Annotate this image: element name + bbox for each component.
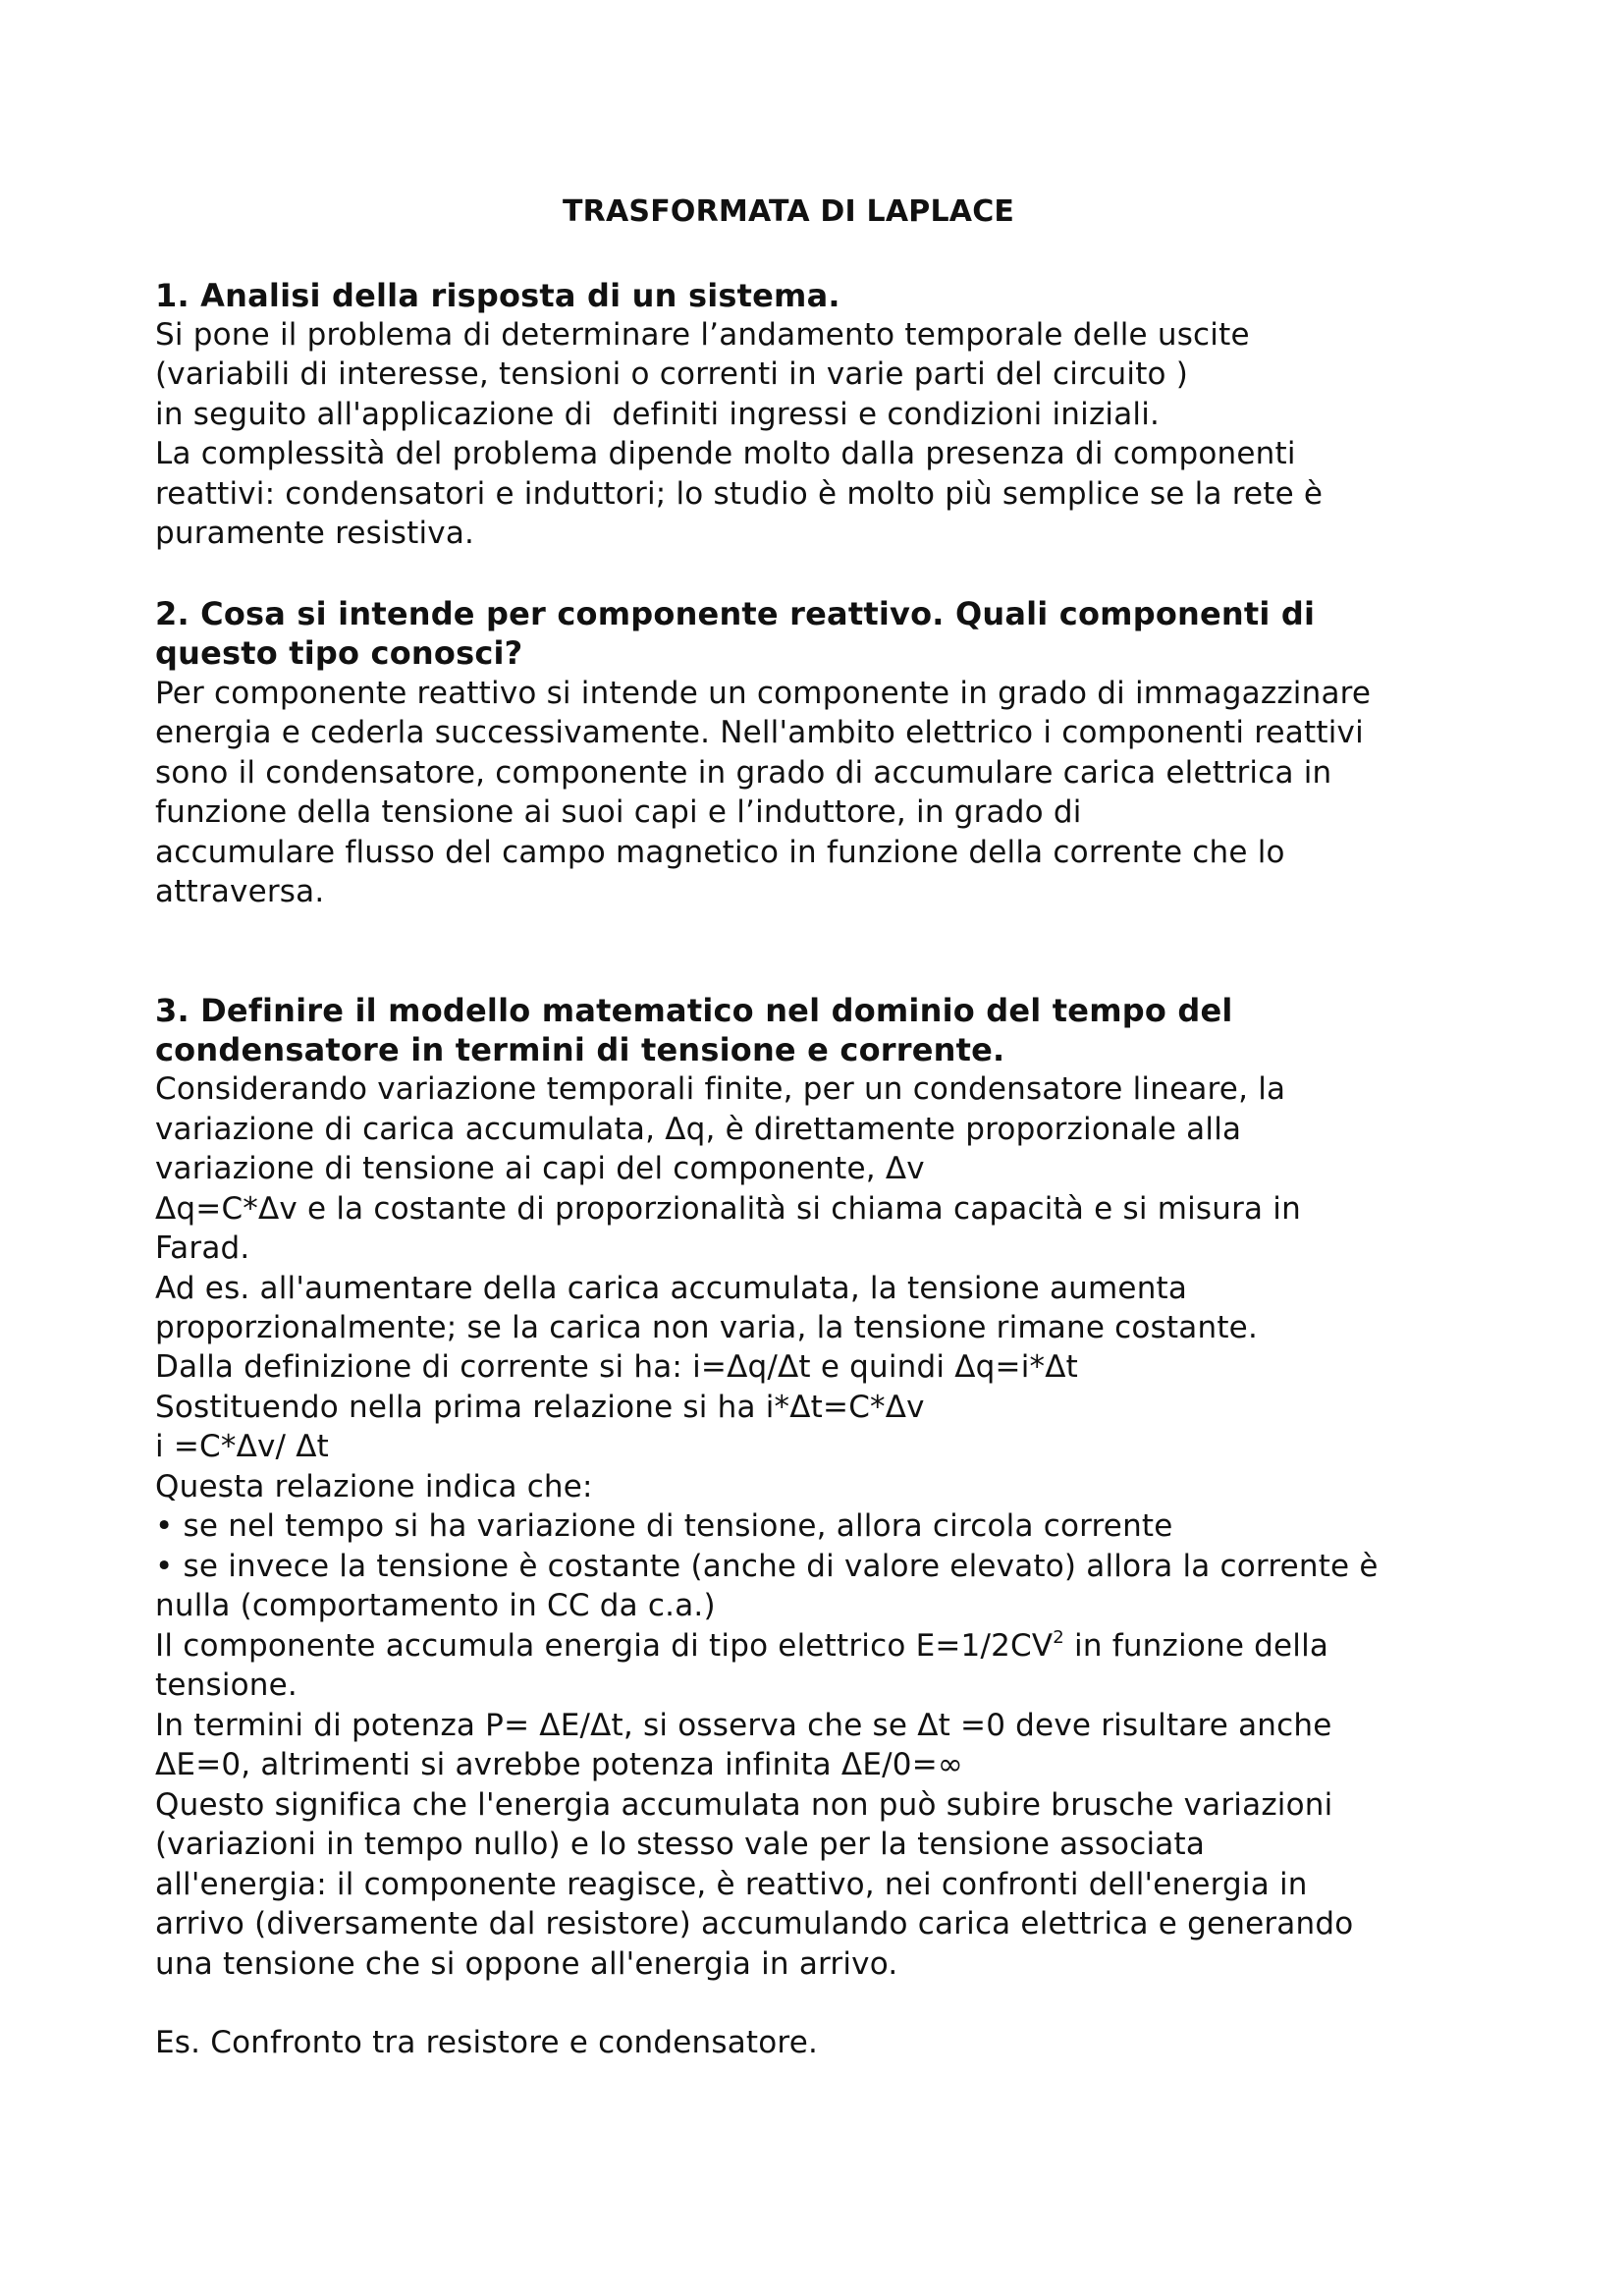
paragraph-line: all'energia: il componente reagisce, è reattivo, nei confronti dell'energia in: [155, 1867, 1308, 1902]
paragraph-line: Per componente reattivo si intende un componente in grado di immagazzinare: [155, 676, 1372, 711]
paragraph-line: accumulare flusso del campo magnetico in funzione della corrente che lo: [155, 835, 1285, 870]
paragraph-line: variazione di carica accumulata, Δq, è direttamente proporzionale alla: [155, 1112, 1242, 1147]
energy-text: Il componente accumula energia di tipo elettrico E=1/2CV: [155, 1628, 1054, 1664]
page-title: TRASFORMATA DI LAPLACE: [563, 194, 1015, 229]
paragraph-line: La complessità del problema dipende molto dalla presenza di componenti: [155, 436, 1296, 471]
paragraph-line: una tensione che si oppone all'energia in arrivo.: [155, 1946, 898, 1982]
paragraph-line: Si pone il problema di determinare l’andamento temporale delle uscite: [155, 317, 1250, 353]
paragraph-line: ΔE=0, altrimenti si avrebbe potenza infinita ΔE/0=∞: [155, 1747, 963, 1782]
paragraph-line: Farad.: [155, 1230, 250, 1266]
paragraph-line: in seguito all'applicazione di definiti ingressi e condizioni iniziali.: [155, 397, 1161, 432]
paragraph-line: reattivi: condensatori e induttori; lo studio è molto più semplice se la rete è: [155, 476, 1324, 512]
paragraph-line: proporzionalmente; se la carica non varia, la tensione rimane costante.: [155, 1310, 1259, 1345]
energy-text-cont: in funzione della: [1063, 1628, 1329, 1664]
paragraph-line: Ad es. all'aumentare della carica accumulata, la tensione aumenta: [155, 1271, 1188, 1306]
paragraph-line: i =C*Δv/ Δt: [155, 1429, 329, 1464]
paragraph-line: Δq=C*Δv e la costante di proporzionalità si chiama capacità e si misura in: [155, 1191, 1301, 1227]
paragraph-line: energia e cederla successivamente. Nell'ambito elettrico i componenti reattivi: [155, 715, 1364, 750]
paragraph-line: attraversa.: [155, 874, 325, 909]
paragraph-line: arrivo (diversamente dal resistore) accumulando carica elettrica e generando: [155, 1906, 1354, 1941]
paragraph-line: tensione.: [155, 1667, 298, 1703]
exponent: 2: [1053, 1626, 1064, 1648]
paragraph-line: Questa relazione indica che:: [155, 1469, 593, 1504]
closing-line: Es. Confronto tra resistore e condensatore.: [155, 2025, 819, 2060]
section-1-heading: 1. Analisi della risposta di un sistema.: [155, 277, 840, 314]
bullet-item: • se nel tempo si ha variazione di tensione, allora circola corrente: [155, 1506, 1173, 1546]
paragraph-line: Dalla definizione di corrente si ha: i=Δq/Δt e quindi Δq=i*Δt: [155, 1349, 1079, 1385]
paragraph-line: funzione della tensione ai suoi capi e l’induttore, in grado di: [155, 794, 1082, 830]
section-3-heading-cont: condensatore in termini di tensione e corrente.: [155, 1031, 1005, 1068]
paragraph-line: Considerando variazione temporali finite, per un condensatore lineare, la: [155, 1071, 1286, 1107]
bullet-item: • se invece la tensione è costante (anche di valore elevato) allora la corrente è: [155, 1547, 1379, 1586]
paragraph-line: variazione di tensione ai capi del componente, Δv: [155, 1151, 925, 1186]
section-2-heading-cont: questo tipo conosci?: [155, 634, 523, 672]
section-3-heading: 3. Definire il modello matematico nel dominio del tempo del: [155, 992, 1233, 1029]
paragraph-line: (variabili di interesse, tensioni o correnti in varie parti del circuito ): [155, 356, 1189, 392]
paragraph-line: In termini di potenza P= ΔE/Δt, si osserva che se Δt =0 deve risultare anche: [155, 1708, 1332, 1743]
paragraph-line: Questo significa che l'energia accumulata non può subire brusche variazioni: [155, 1787, 1333, 1823]
paragraph-line: (variazioni in tempo nullo) e lo stesso vale per la tensione associata: [155, 1827, 1206, 1862]
section-2-heading: 2. Cosa si intende per componente reattivo. Quali componenti di: [155, 595, 1316, 632]
paragraph-line: puramente resistiva.: [155, 516, 475, 551]
paragraph-line: sono il condensatore, componente in grado di accumulare carica elettrica in: [155, 755, 1332, 791]
energy-formula-line: [155, 1626, 1328, 1666]
paragraph-line: Sostituendo nella prima relazione si ha i*Δt=C*Δv: [155, 1390, 925, 1425]
paragraph-line: nulla (comportamento in CC da c.a.): [155, 1588, 716, 1623]
